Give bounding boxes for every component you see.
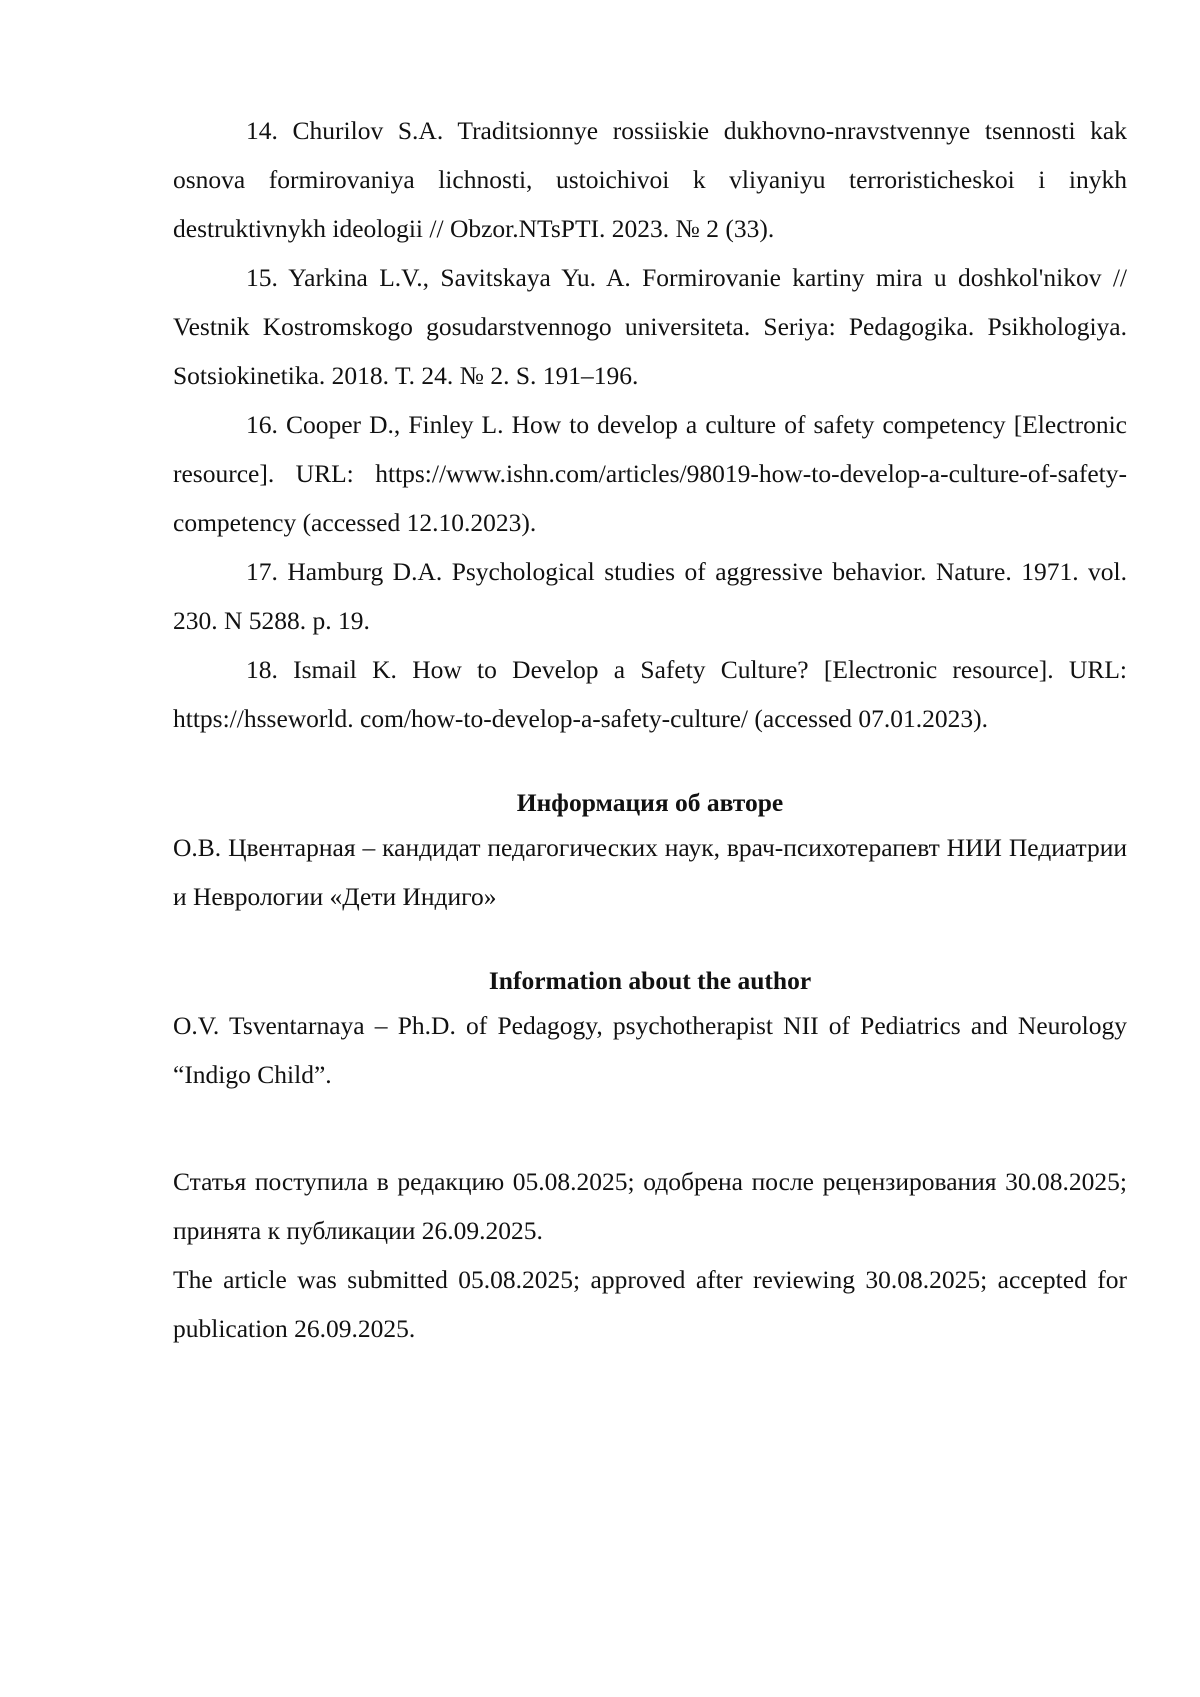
author-info-en-text: O.V. Tsventarnaya – Ph.D. of Pedagogy, psychotherapist NII of Pediatrics and Neurology “Indigo Child”.	[173, 1001, 1127, 1099]
reference-item: 16. Cooper D., Finley L. How to develop a culture of safety competency [Electronic resource]. URL: https://www.ishn.com/articles/98019-how-to-develop-a-culture-of-safety-competency (accessed 12.10.2023).	[173, 400, 1127, 547]
document-page	[173, 106, 1127, 1353]
reference-item: 14. Churilov S.A. Traditsionnye rossiiskie dukhovno-nravstvennye tsennosti kak osnova formirovaniya lichnosti, ustoichivoi k vliyaniyu terroristicheskoi i inykh destruktivnykh ideologii // Obzor.NTsPTI. 2023. № 2 (33).	[173, 106, 1127, 253]
author-info-en-heading: Information about the author	[173, 961, 1127, 1001]
reference-item: 18. Ismail K. How to Develop a Safety Culture? [Electronic resource]. URL: https://hsseworld. com/how-to-develop-a-safety-culture/ (accessed 07.01.2023).	[173, 645, 1127, 743]
author-info-en	[173, 961, 1127, 1099]
article-dates-en: The article was submitted 05.08.2025; approved after reviewing 30.08.2025; accepted for publication 26.09.2025.	[173, 1255, 1127, 1353]
reference-item: 17. Hamburg D.A. Psychological studies of aggressive behavior. Nature. 1971. vol. 230. N 5288. p. 19.	[173, 547, 1127, 645]
author-info-ru-heading: Информация об авторе	[173, 783, 1127, 823]
reference-item: 15. Yarkina L.V., Savitskaya Yu. A. Formirovanie kartiny mira u doshkol'nikov // Vestnik Kostromskogo gosudarstvennogo universiteta. Seriya: Pedagogika. Psikhologiya. Sotsiokinetika. 2018. T. 24. № 2. S. 191–196.	[173, 253, 1127, 400]
author-info-ru-text: О.В. Цвентарная – кандидат педагогических наук, врач-психотерапевт НИИ Педиатрии и Неврологии «Дети Индиго»	[173, 823, 1127, 921]
article-dates-ru: Статья поступила в редакцию 05.08.2025; одобрена после рецензирования 30.08.2025; принята к публикации 26.09.2025.	[173, 1157, 1127, 1255]
article-dates	[173, 1157, 1127, 1353]
author-info-ru	[173, 783, 1127, 921]
reference-list	[173, 106, 1127, 743]
